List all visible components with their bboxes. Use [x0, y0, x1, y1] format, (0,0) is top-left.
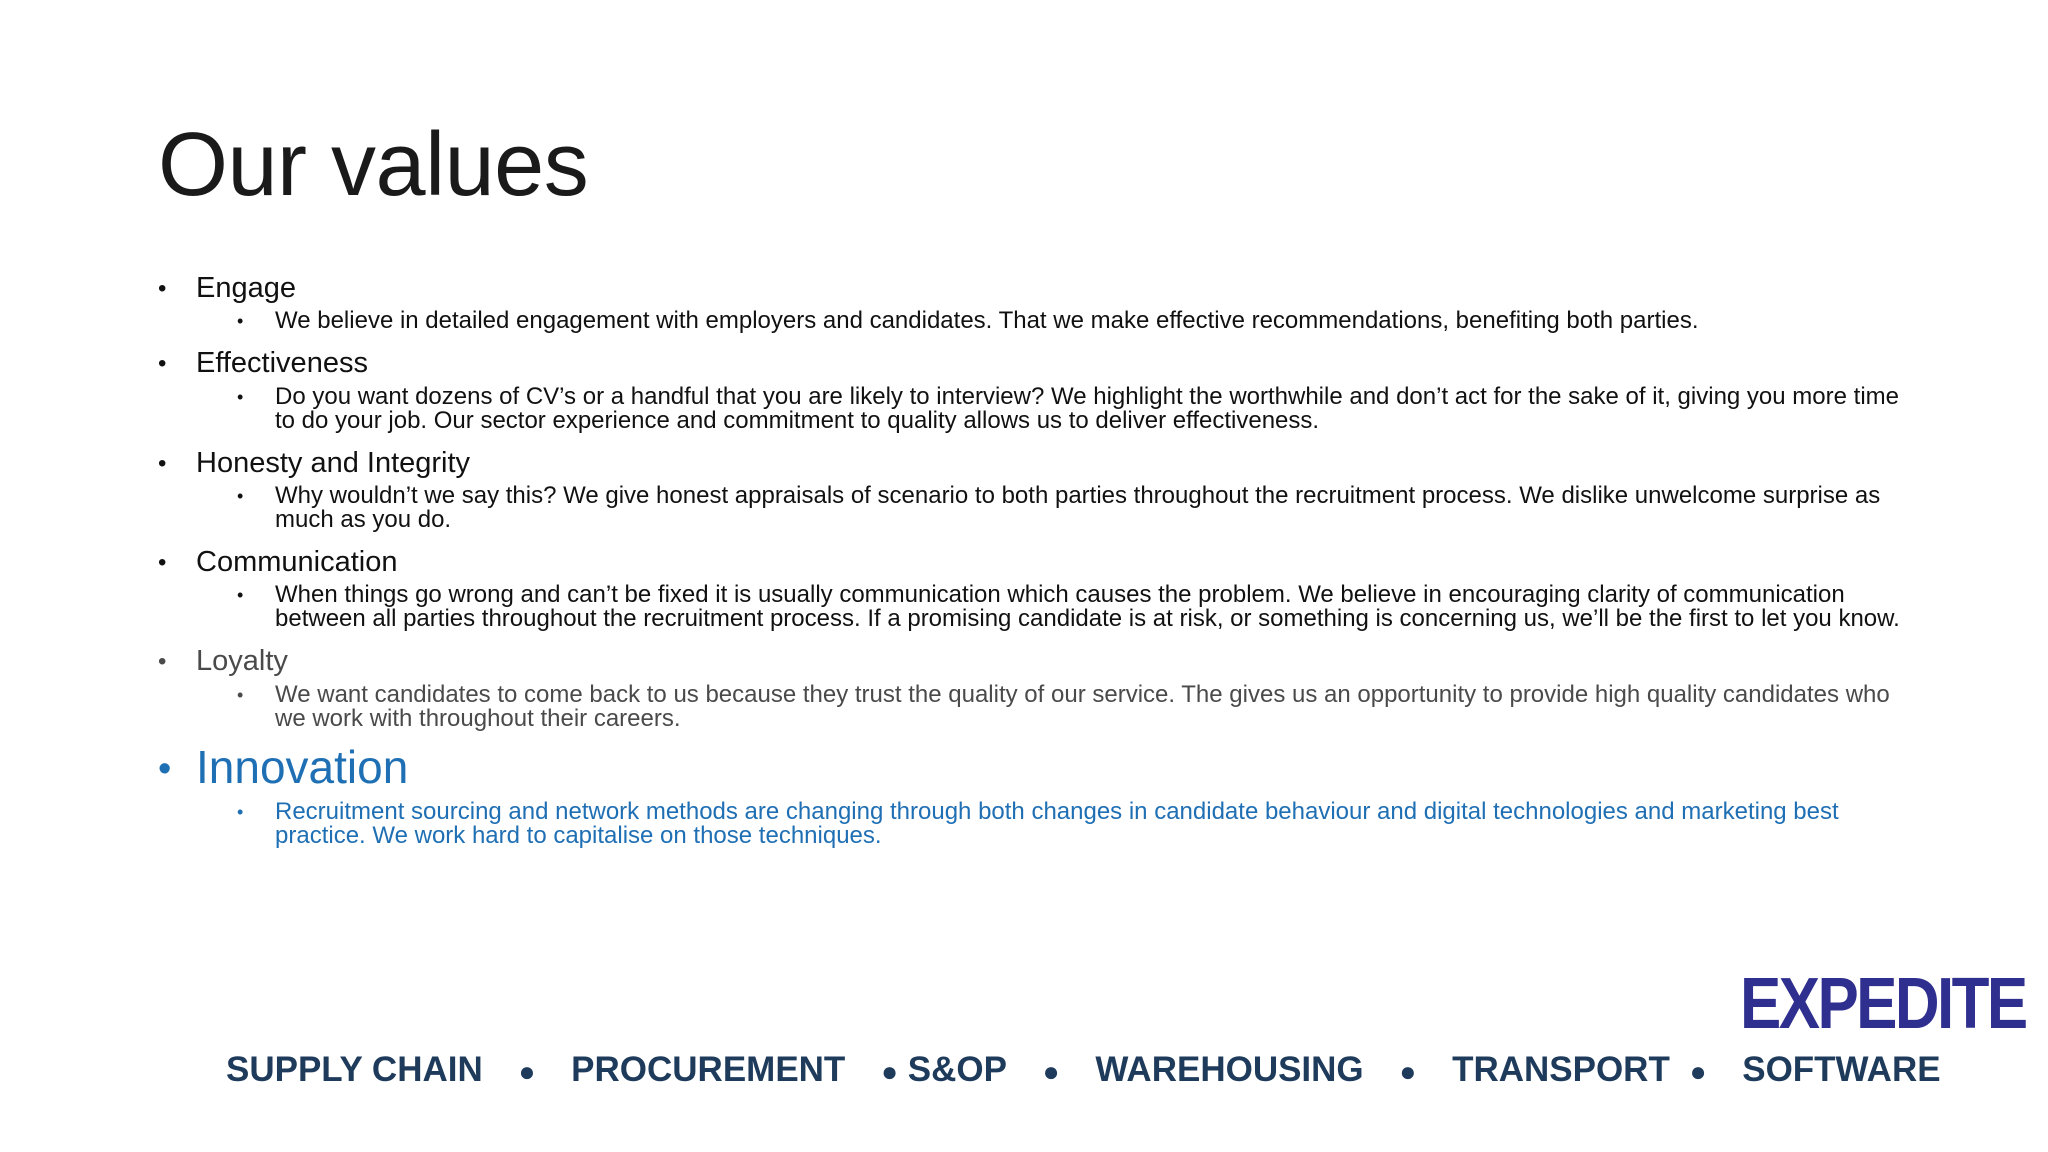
- bullet-icon: •: [237, 486, 244, 507]
- separator-dot-icon: ●: [881, 1056, 898, 1087]
- footer-item-transport: TRANSPORT: [1452, 1050, 1670, 1089]
- value-description: [237, 482, 1918, 534]
- bullet-icon: •: [158, 549, 167, 577]
- value-heading: [158, 272, 1918, 305]
- separator-dot-icon: ●: [1689, 1056, 1707, 1087]
- footer-item-supply-chain: SUPPLY CHAIN: [226, 1050, 483, 1089]
- value-heading-text: Communication: [196, 546, 398, 579]
- value-heading-text: Honesty and Integrity: [196, 446, 471, 479]
- value-heading: [158, 347, 1918, 380]
- value-description: [237, 797, 1918, 849]
- value-heading-text: Effectiveness: [196, 347, 368, 380]
- bullet-icon: •: [158, 350, 167, 378]
- bullet-icon: •: [237, 684, 244, 705]
- value-innovation: [158, 741, 1918, 848]
- slide-title: Our values: [158, 115, 589, 215]
- footer-item-software: SOFTWARE: [1742, 1050, 1941, 1089]
- value-description-text: When things go wrong and can’t be fixed it is usually communication which causes the problem. We believe in encouraging clarity of communication between all parties throughout the recruitment process. If a promising candidate is at risk, or something is concerning us, we’ll be the first to let you know.: [275, 581, 1900, 633]
- bullet-icon: •: [237, 801, 244, 822]
- value-description-text: Do you want dozens of CV’s or a handful that you are likely to interview? We highlight the worthwhile and don’t act for the sake of it, giving you more time to do your job. Our sector experience and commitment to quality allows us to deliver effectiveness.: [275, 382, 1899, 434]
- footer-sectors: [226, 1052, 1941, 1087]
- value-description-text: Recruitment sourcing and network methods are changing through both changes in candidate behaviour and digital technologies and marketing best practice. We work hard to capitalise on those techniques.: [275, 797, 1839, 849]
- bullet-icon: •: [158, 648, 167, 676]
- separator-dot-icon: ●: [1042, 1056, 1060, 1087]
- value-heading: [158, 645, 1918, 678]
- separator-dot-icon: ●: [1399, 1056, 1417, 1087]
- value-description: [237, 581, 1918, 633]
- bullet-icon: •: [158, 449, 167, 477]
- footer-item-warehousing: WAREHOUSING: [1095, 1050, 1364, 1089]
- value-description: [237, 680, 1918, 732]
- bullet-icon: •: [237, 585, 244, 606]
- value-description-text: We want candidates to come back to us because they trust the quality of our service. The gives us an opportunity to provide high quality candidates who we work with throughout their careers.: [275, 680, 1890, 732]
- value-honesty-integrity: [158, 447, 1918, 532]
- expedite-logo: EXPEDITE: [1740, 964, 2026, 1044]
- value-heading: [158, 741, 1918, 794]
- footer-item-procurement: PROCUREMENT: [571, 1050, 846, 1089]
- value-heading-text: Engage: [196, 272, 296, 304]
- value-communication: [158, 546, 1918, 631]
- value-heading: [158, 546, 1918, 579]
- value-loyalty: [158, 645, 1918, 730]
- value-heading-text: Innovation: [196, 740, 409, 793]
- value-description: [237, 307, 1918, 335]
- value-description-text: Why wouldn’t we say this? We give honest appraisals of scenario to both parties throughout the recruitment process. We dislike unwelcome surprise as much as you do.: [275, 482, 1881, 534]
- footer-item-sop: S&OP: [907, 1050, 1007, 1089]
- separator-dot-icon: ●: [518, 1056, 536, 1087]
- bullet-icon: •: [158, 275, 167, 302]
- value-effectiveness: [158, 347, 1918, 432]
- value-description: [237, 382, 1918, 434]
- bullet-icon: •: [158, 747, 172, 790]
- bullet-icon: •: [237, 386, 244, 407]
- values-list: [158, 258, 1918, 848]
- bullet-icon: •: [237, 311, 244, 332]
- value-heading-text: Loyalty: [196, 645, 288, 678]
- value-engage: [158, 272, 1918, 333]
- value-description-text: We believe in detailed engagement with employers and candidates. That we make effective recommendations, benefiting both parties.: [275, 307, 1699, 335]
- value-heading: [158, 447, 1918, 480]
